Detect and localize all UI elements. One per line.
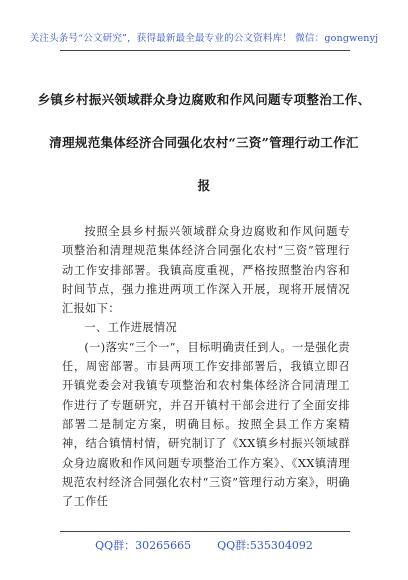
- document-title-line-3: 报: [197, 178, 211, 193]
- footer-divider: [60, 531, 350, 532]
- document-body: [62, 222, 350, 511]
- intro-paragraph: 按照全县乡村振兴领域群众身边腐败和作风问题专项整治和清理规范集体经济合同强化农村“三资”管理行动工作安排部署。我镇高度重视，严格按照整治内容和时间节点，强力推进两项工作深入开展，现将开展情况汇报如下：: [62, 225, 350, 316]
- section-heading: 一、工作进展情况: [84, 321, 178, 335]
- footer: [0, 537, 408, 553]
- document-title-line-1: 乡镇乡村振兴领域群众身边腐败和作风问题专项整治工作、: [37, 92, 371, 107]
- footer-qq-group-2: QQ群:535304092: [217, 539, 313, 552]
- footer-qq-group-1: QQ群：30265665: [95, 539, 192, 552]
- header-divider: [60, 50, 350, 51]
- body-paragraph: (一)落实“三个一”，目标明确责任到人。一是强化责任，周密部署。市县两项工作安排部署后，我镇立即召开镇党委会对我镇专项整治和农村集体经济合同清理工作进行了专题研究，并召开镇村干部会进行了全面安排部署二是制定方案，明确目标。按照全县工作方案精神，结合镇情村情，研究制订了《XX镇乡村振兴领域群众身边腐败和作风问题专项整治工作方案》、《XX镇清理规范农村经济合同强化农村“三资”管理行动方案》，明确了工作任: [62, 340, 350, 509]
- document-title-line-2: 清理规范集体经济合同强化农村“三资”管理行动工作汇: [49, 135, 359, 150]
- header-note: 关注头条号“公文研究”，获得最新最全最专业的公文资料库！ 微信：gongwenyj: [29, 33, 379, 44]
